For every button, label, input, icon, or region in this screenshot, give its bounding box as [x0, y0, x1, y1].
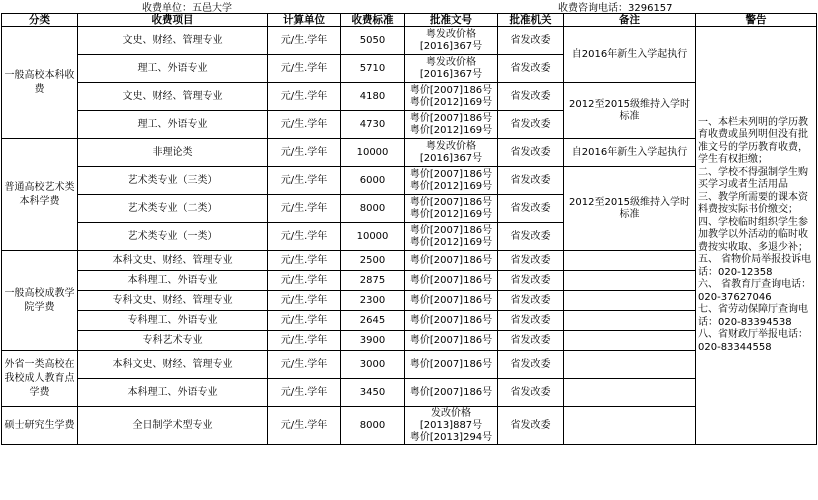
fee-cell: 3450 — [341, 379, 405, 407]
item-cell: 专科理工、外语专业 — [78, 311, 268, 331]
fee-cell: 2500 — [341, 251, 405, 271]
remark-cell — [564, 351, 696, 379]
category-cell: 一般高校本科收费 — [2, 27, 78, 139]
doc-cell: 粤价[2007]186号 粤价[2012]169号 — [405, 167, 498, 195]
doc-cell: 粤价[2007]186号 粤价[2012]169号 — [405, 223, 498, 251]
item-cell: 艺术类专业（一类） — [78, 223, 268, 251]
unit-cell: 元/生.学年 — [268, 139, 341, 167]
doc-cell: 粤价[2007]186号 — [405, 291, 498, 311]
item-cell: 本科文史、财经、管理专业 — [78, 351, 268, 379]
org-cell: 省发改委 — [498, 351, 564, 379]
col-unit: 计算单位 — [268, 14, 341, 27]
doc-cell: 粤价[2007]186号 — [405, 271, 498, 291]
remark-cell: 2012至2015级维持入学时标准 — [564, 83, 696, 139]
unit-cell: 元/生.学年 — [268, 271, 341, 291]
fee-cell: 5710 — [341, 55, 405, 83]
category-cell: 硕士研究生学费 — [2, 407, 78, 445]
category-cell: 外省一类高校在我校成人教育点学费 — [2, 351, 78, 407]
org-cell: 省发改委 — [498, 407, 564, 445]
doc-cell: 粤价[2007]186号 粤价[2012]169号 — [405, 111, 498, 139]
doc-cell: 发改价格 [2013]887号 粤价[2013]294号 — [405, 407, 498, 445]
org-cell: 省发改委 — [498, 291, 564, 311]
table-row — [2, 331, 817, 351]
col-remark: 备注 — [564, 14, 696, 27]
unit-cell: 元/生.学年 — [268, 407, 341, 445]
org-cell: 省发改委 — [498, 379, 564, 407]
fee-cell: 10000 — [341, 139, 405, 167]
fee-cell: 4730 — [341, 111, 405, 139]
doc-cell: 粤价[2007]186号 — [405, 351, 498, 379]
unit-cell: 元/生.学年 — [268, 83, 341, 111]
org-cell: 省发改委 — [498, 139, 564, 167]
item-cell: 本科理工、外语专业 — [78, 379, 268, 407]
org-cell: 省发改委 — [498, 167, 564, 195]
unit-cell: 元/生.学年 — [268, 351, 341, 379]
charging-unit: 收费单位：五邑大学 — [142, 3, 232, 14]
org-cell: 省发改委 — [498, 111, 564, 139]
remark-cell: 2012至2015级维持入学时标准 — [564, 167, 696, 251]
unit-cell: 元/生.学年 — [268, 291, 341, 311]
col-item: 收费项目 — [78, 14, 268, 27]
table-row — [2, 379, 817, 407]
fee-cell: 2300 — [341, 291, 405, 311]
fee-cell: 10000 — [341, 223, 405, 251]
table-row — [2, 83, 817, 111]
remark-cell — [564, 379, 696, 407]
table-row — [2, 251, 817, 271]
table-row — [2, 139, 817, 167]
item-cell: 本科理工、外语专业 — [78, 271, 268, 291]
fee-cell: 2875 — [341, 271, 405, 291]
remark-cell: 自2016年新生入学起执行 — [564, 139, 696, 167]
col-notice: 警告 — [696, 14, 817, 27]
item-cell: 专科文史、财经、管理专业 — [78, 291, 268, 311]
item-cell: 文史、财经、管理专业 — [78, 83, 268, 111]
fee-cell: 8000 — [341, 195, 405, 223]
unit-cell: 元/生.学年 — [268, 111, 341, 139]
unit-cell: 元/生.学年 — [268, 223, 341, 251]
unit-cell: 元/生.学年 — [268, 379, 341, 407]
org-cell: 省发改委 — [498, 27, 564, 55]
fee-cell: 6000 — [341, 167, 405, 195]
category-cell: 普通高校艺术类本科学费 — [2, 139, 78, 251]
table-row — [2, 27, 817, 55]
remark-cell — [564, 291, 696, 311]
item-cell: 文史、财经、管理专业 — [78, 27, 268, 55]
doc-cell: 粤发改价格 [2016]367号 — [405, 55, 498, 83]
org-cell: 省发改委 — [498, 271, 564, 291]
unit-cell: 元/生.学年 — [268, 27, 341, 55]
org-cell: 省发改委 — [498, 331, 564, 351]
fee-cell: 4180 — [341, 83, 405, 111]
category-cell: 一般高校成教学院学费 — [2, 251, 78, 351]
remark-cell — [564, 251, 696, 271]
unit-cell: 元/生.学年 — [268, 55, 341, 83]
unit-cell: 元/生.学年 — [268, 251, 341, 271]
fee-cell: 3000 — [341, 351, 405, 379]
org-cell: 省发改委 — [498, 311, 564, 331]
doc-cell: 粤价[2007]186号 — [405, 251, 498, 271]
item-cell: 艺术类专业（二类） — [78, 195, 268, 223]
unit-cell: 元/生.学年 — [268, 195, 341, 223]
fee-cell: 8000 — [341, 407, 405, 445]
item-cell: 专科艺术专业 — [78, 331, 268, 351]
org-cell: 省发改委 — [498, 83, 564, 111]
fee-cell: 2645 — [341, 311, 405, 331]
table-row — [2, 167, 817, 195]
col-doc: 批准文号 — [405, 14, 498, 27]
remark-cell — [564, 331, 696, 351]
col-fee: 收费标准 — [341, 14, 405, 27]
header — [0, 0, 818, 12]
org-cell: 省发改委 — [498, 195, 564, 223]
table-row — [2, 291, 817, 311]
doc-cell: 粤价[2007]186号 粤价[2012]169号 — [405, 195, 498, 223]
org-cell: 省发改委 — [498, 251, 564, 271]
notice-cell: 一、本栏未列明的学历教育收费或虽列明但没有批准文号的学历教育收费，学生有权拒缴； 二、学校不得强制学生购买学习或者生活用品 三、教学所需要的课本资料费按实际书价缴交； 四、学校临时组织学生参加教学以外活动的临时收费按实收取、多退少补； 五、 省物价局举报投诉电话：020-12358 六、 省教育厅查询电话：020-37627046 七、省劳动保障厅查询电话：020-83394538 八、省财政厅举报电话：020-83344558 — [696, 27, 817, 445]
col-org: 批准机关 — [498, 14, 564, 27]
doc-cell: 粤价[2007]186号 — [405, 379, 498, 407]
remark-cell — [564, 311, 696, 331]
unit-cell: 元/生.学年 — [268, 311, 341, 331]
item-cell: 非理论类 — [78, 139, 268, 167]
unit-cell: 元/生.学年 — [268, 167, 341, 195]
org-cell: 省发改委 — [498, 55, 564, 83]
table-row — [2, 271, 817, 291]
item-cell: 本科文史、财经、管理专业 — [78, 251, 268, 271]
item-cell: 理工、外语专业 — [78, 111, 268, 139]
table-row — [2, 351, 817, 379]
remark-cell — [564, 407, 696, 445]
doc-cell: 粤价[2007]186号 粤价[2012]169号 — [405, 83, 498, 111]
fee-table — [1, 13, 817, 445]
doc-cell: 粤发改价格 [2016]367号 — [405, 27, 498, 55]
remark-cell — [564, 271, 696, 291]
item-cell: 全日制学术型专业 — [78, 407, 268, 445]
fee-cell: 3900 — [341, 331, 405, 351]
item-cell: 艺术类专业（三类） — [78, 167, 268, 195]
col-category: 分类 — [2, 14, 78, 27]
consult-phone: 收费咨询电话：3296157 — [558, 3, 673, 14]
item-cell: 理工、外语专业 — [78, 55, 268, 83]
remark-cell: 自2016年新生入学起执行 — [564, 27, 696, 83]
fee-cell: 5050 — [341, 27, 405, 55]
doc-cell: 粤价[2007]186号 — [405, 331, 498, 351]
org-cell: 省发改委 — [498, 223, 564, 251]
doc-cell: 粤发改价格 [2016]367号 — [405, 139, 498, 167]
table-row — [2, 407, 817, 445]
table-row — [2, 311, 817, 331]
doc-cell: 粤价[2007]186号 — [405, 311, 498, 331]
table-header-row — [2, 14, 817, 27]
unit-cell: 元/生.学年 — [268, 331, 341, 351]
